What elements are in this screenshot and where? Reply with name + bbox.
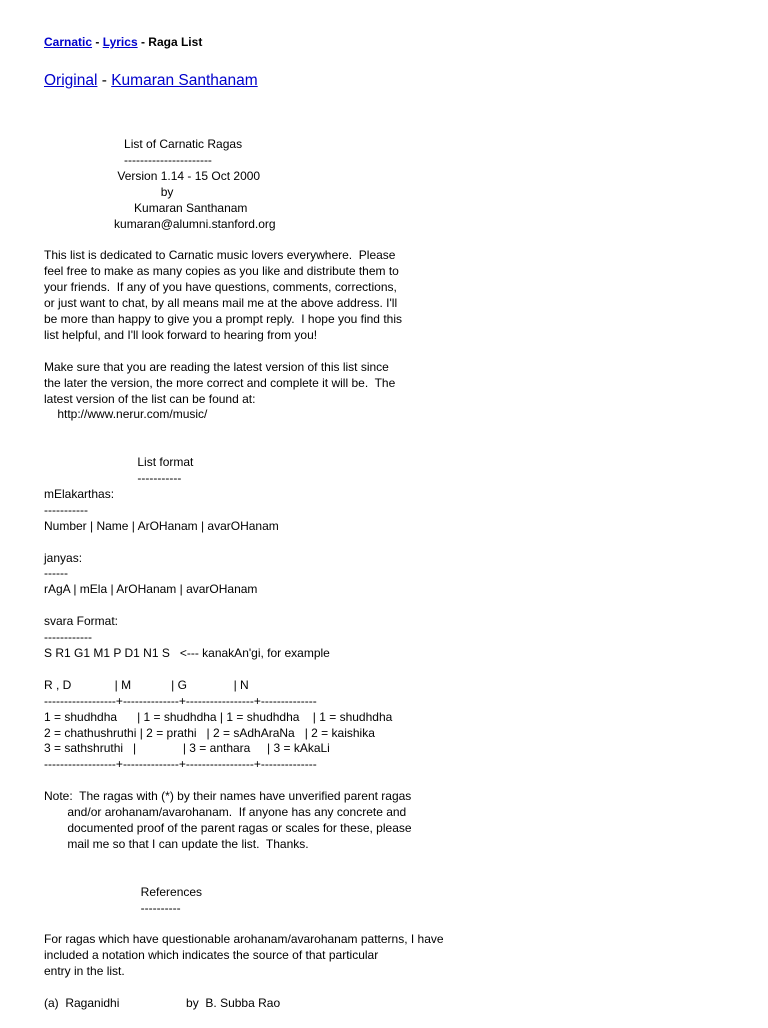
text-line: included a notation which indicates the source of that particular xyxy=(44,948,379,963)
text-line: mElakarthas: xyxy=(44,486,115,501)
source-separator: - xyxy=(97,72,112,89)
text-line: ------------------+--------------+-----------------+-------------- xyxy=(44,693,317,708)
document-body xyxy=(44,105,444,1028)
text-line: or just want to chat, by all means mail me at the above address. I'll xyxy=(44,296,398,311)
original-link[interactable]: Original xyxy=(44,72,98,89)
text-line: Version 1.14 - 15 Oct 2000 xyxy=(44,168,261,183)
text-line: (a) Raganidhi by B. Subba Rao xyxy=(44,995,281,1010)
text-line: latest version of the list can be found at: xyxy=(44,391,256,406)
text-line: and/or arohanam/avarohanam. If anyone has any concrete and xyxy=(44,805,407,820)
text-line: Make sure that you are reading the latest version of this list since xyxy=(44,359,389,374)
breadcrumb-separator: - xyxy=(92,35,103,49)
text-line: mail me so that I can update the list. Thanks. xyxy=(44,836,309,851)
text-line: feel free to make as many copies as you like and distribute them to xyxy=(44,264,399,279)
text-line: svara Format: xyxy=(44,614,119,629)
text-line: by xyxy=(44,184,174,199)
text-line: http://www.nerur.com/music/ xyxy=(44,407,208,422)
text-line: documented proof of the parent ragas or scales for these, please xyxy=(44,820,412,835)
text-line: the later the version, the more correct and complete it will be. The xyxy=(44,375,396,390)
text-line: Note: The ragas with (*) by their names have unverified parent ragas xyxy=(44,789,412,804)
text-line: rAgA | mEla | ArOHanam | avarOHanam xyxy=(44,582,258,597)
raga-list-text xyxy=(44,137,444,1012)
text-line: 3 = sathshruthi | | 3 = anthara | 3 = kAkaLi xyxy=(44,741,330,756)
text-line: For ragas which have questionable arohanam/avarohanam patterns, I have xyxy=(44,932,444,947)
text-line: This list is dedicated to Carnatic music lovers everywhere. Please xyxy=(44,248,396,263)
text-line: ---------- xyxy=(44,900,181,915)
text-line: 1 = shudhdha | 1 = shudhdha | 1 = shudhdha | 1 = shudhdha xyxy=(44,709,393,724)
text-line: ------------ xyxy=(44,630,92,645)
source-line xyxy=(44,72,258,90)
breadcrumb-link-lyrics[interactable]: Lyrics xyxy=(102,35,138,49)
text-line: S R1 G1 M1 P D1 N1 S <--- kanakAn'gi, for example xyxy=(44,646,330,660)
text-line: entry in the list. xyxy=(44,964,125,979)
text-line: your friends. If any of you have questions, comments, corrections, xyxy=(44,280,397,295)
author-link[interactable]: Kumaran Santhanam xyxy=(111,72,258,89)
text-line: List format xyxy=(44,455,194,470)
breadcrumb-current: Raga List xyxy=(148,35,203,49)
text-line: ------ xyxy=(44,566,68,581)
text-line: R , D | M | G | N xyxy=(44,677,249,692)
breadcrumb-separator: - xyxy=(137,35,149,49)
text-line: Kumaran Santhanam xyxy=(44,200,248,215)
text-line: ---------------------- xyxy=(44,152,212,167)
text-line: ------------------+--------------+-----------------+-------------- xyxy=(44,757,317,772)
text-line: list helpful, and I'll look forward to hearing from you! xyxy=(44,327,318,342)
text-line: List of Carnatic Ragas xyxy=(44,137,243,151)
text-line: Number | Name | ArOHanam | avarOHanam xyxy=(44,518,279,533)
text-line: ----------- xyxy=(44,502,88,517)
breadcrumb xyxy=(44,34,202,50)
breadcrumb-link-carnatic[interactable]: Carnatic xyxy=(44,35,93,49)
text-line: janyas: xyxy=(44,550,83,565)
text-line: References xyxy=(44,884,203,899)
text-line: 2 = chathushruthi | 2 = prathi | 2 = sAdhAraNa | 2 = kaishika xyxy=(44,725,375,740)
text-line: be more than happy to give you a prompt reply. I hope you find this xyxy=(44,311,402,326)
text-line: ----------- xyxy=(44,471,182,486)
text-line: kumaran@alumni.stanford.org xyxy=(44,216,276,231)
